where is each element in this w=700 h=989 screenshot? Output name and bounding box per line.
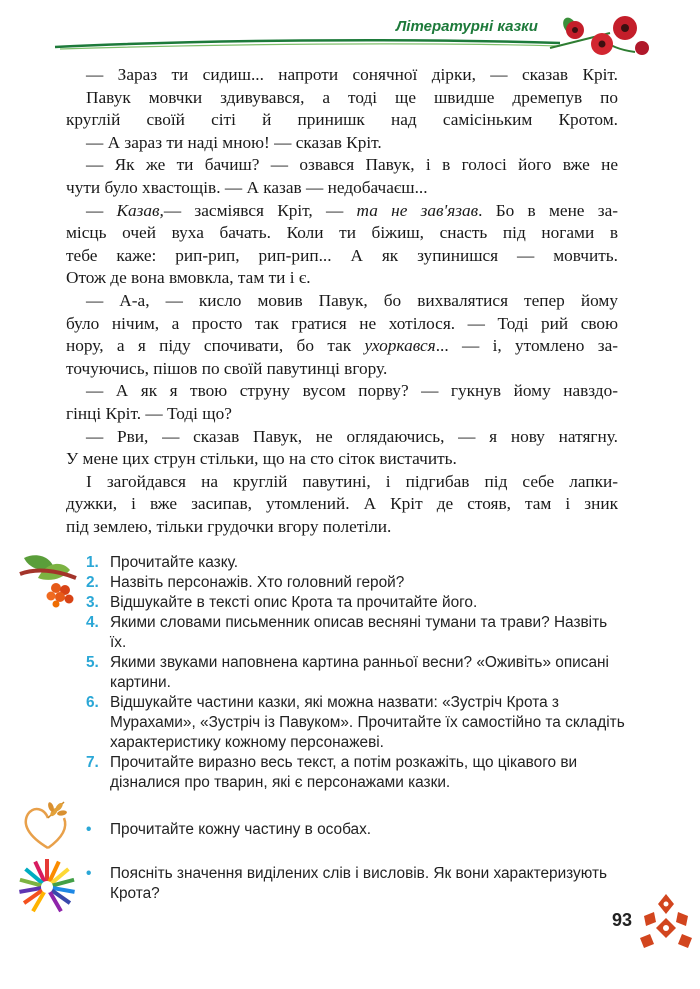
poppy-flowers-icon: [540, 8, 660, 58]
task-item: 3. Відшукайте в тексті опис Крота та прочитайте його.: [86, 594, 478, 611]
story-line: гінці Кріт. — Тоді що?: [66, 403, 232, 423]
color-pencils-fan-icon: [12, 855, 82, 915]
viburnum-berries-icon: [16, 548, 82, 608]
story-line: під землею, тільки грудочки вгору полетіли.: [66, 516, 392, 536]
story-line: — Зараз ти сидиш... напроти сонячної дірки, — сказав Кріт.: [86, 65, 618, 84]
story-line: — Рви, — сказав Павук, не оглядаючись, — я нову натягну.: [86, 426, 618, 446]
story-line: — А як я твою струну вусом порву? — гукнув йому навздо-: [86, 381, 618, 401]
highlighted-phrase: та не зав'язав: [356, 200, 479, 220]
task-item: 4. Якими словами письменник описав весняні тумани та трави? Назвіть їх.: [86, 614, 608, 651]
task-item: 7. Прочитайте виразно весь текст, а потім розкажіть, що цікавого ви дізналися про тварин, які є персонажами казки.: [86, 754, 578, 791]
folk-ornament-icon: [634, 890, 698, 950]
task-item: 1. Прочитайте казку.: [86, 554, 239, 571]
story-line: — А зараз ти наді мною! — сказав Кріт.: [86, 132, 382, 152]
task-item: 2. Назвіть персонажів. Хто головний герой?: [86, 574, 405, 591]
story-line: У мене цих струн стільки, що на сто сіток вистачить.: [66, 449, 457, 469]
story-line: чути було хвастощів. — А казав — недобачаєш...: [66, 177, 428, 197]
highlighted-word: ухоркався: [364, 336, 436, 356]
story-line: місць очей вуха бачать. Коли ти біжиш, снасть під ногами в: [66, 223, 618, 243]
story-line: — Як же ти бачиш? — озвався Павук, і в голосі його вже не: [86, 155, 618, 175]
highlighted-word: Казав,: [116, 200, 164, 220]
task-item: 6. Відшукайте частини казки, які можна назвати: «Зустріч Крота з Мурахами», «Зустріч із Павуком». Прочитайте їх самостійно та складіть характеристику кожному персонажеві.: [86, 694, 625, 751]
task-item: 5. Якими звуками наповнена картина ранньої весни? «Оживіть» описані картини.: [86, 654, 609, 691]
story-text: [66, 64, 618, 538]
story-line: круглій своїй сіті й принишк над самісіньким Кротом.: [66, 110, 618, 130]
task-list: [86, 553, 626, 793]
story-line: — А-а, — кисло мовив Павук, бо вихвалятися тепер йому: [86, 290, 618, 310]
story-line: тебе каже: рип-рип, рип-рип... А як зупинишся — мовчить.: [66, 245, 618, 265]
story-line: нору, а я піду спочивати, бо так ухоркався... — і, утомлено за-: [66, 336, 618, 356]
story-line: — Казав,— засміявся Кріт, — та не зав'язав. Бо в мене за-: [86, 200, 618, 220]
wheat-heart-icon: [18, 800, 78, 852]
section-title: Літературні казки: [396, 18, 538, 35]
story-line: точуючись, пішов по своїй павутинці вгору.: [66, 358, 388, 378]
reading-task: • Прочитайте кожну частину в особах.: [86, 821, 372, 838]
story-line: було нічим, а просто так гратися не хотілося. — Тоді рий свою: [66, 313, 618, 333]
story-line: Павук мовчки здивувався, а тоді ще швидше дремепув по: [86, 87, 618, 107]
story-line: Отож де вона вмовкла, там ти і є.: [66, 268, 311, 288]
story-line: дужки, і вже засипав, утомлений. А Кріт де стояв, там і зник: [66, 494, 618, 514]
explain-task: • Поясніть значення виділених слів і висловів. Як вони характеризують Крота?: [86, 865, 608, 902]
story-line: І загойдався на круглій павутині, і підгибав під себе лапки-: [86, 471, 618, 491]
page-number: 93: [612, 910, 633, 930]
